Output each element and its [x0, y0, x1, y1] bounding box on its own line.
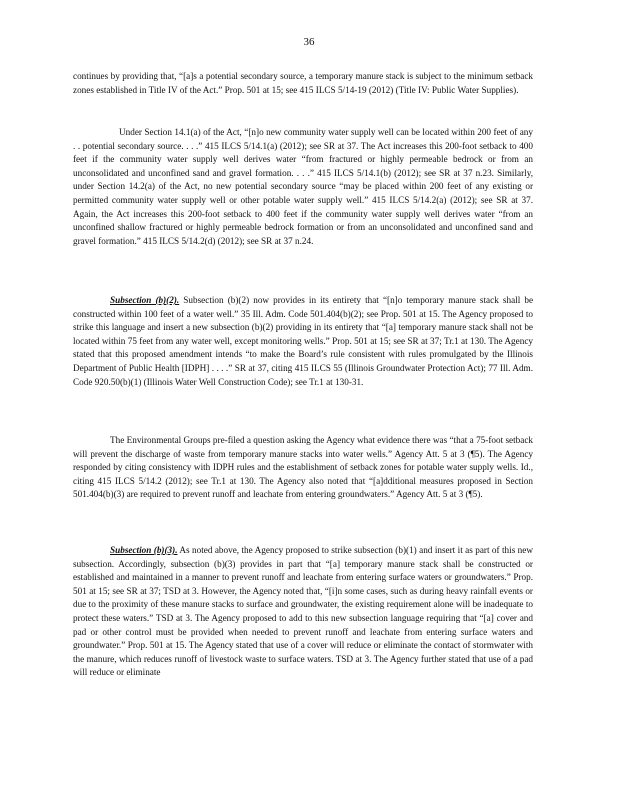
- paragraph-section-14-1: [73, 126, 533, 248]
- paragraph-text: continues by providing that, “[a]s a potential secondary source, a temporary manure stack is subject to the minimum setback zones established in Title IV of the Act.” Prop. 501 at 15; see 415 ILCS 5/14-19 (2012) (Title IV: Public Water Supplies).: [73, 71, 533, 95]
- paragraph-text: Subsection (b)(2) now provides in its entirety that “[n]o temporary manure stack shall be constructed within 100 feet of a water well.” 35 Ill. Adm. Code 501.404(b)(2); see Prop. 501 at 15. The Agency proposed to strike this language and insert a new subsection (b)(2) providing in its entirety that “[a] temporary manure stack shall not be located within 75 feet from any water well, except monitoring wells.” Prop. 501 at 15; see SR at 37; Tr.1 at 130. The Agency stated that this proposed amendment intends “to make the Board’s rule consistent with rules promulgated by the Illinois Department of Public Health [IDPH] . . . .” SR at 37, citing 415 ILCS 55 (Illinois Groundwater Protection Act); 77 Ill. Adm. Code 920.50(b)(1) (Illinois Water Well Construction Code); see Tr.1 at 130-31.: [73, 295, 534, 387]
- paragraph-continuation: [73, 70, 533, 97]
- paragraph-text: The Environmental Groups pre-filed a question asking the Agency what evidence there was “that a 75-foot setback will prevent the discharge of waste from temporary manure stacks into water wells.” Agency Att. 5 at 3 (¶5). The Agency responded by citing consistency with IDPH rules and the establishment of setback zones for potable water supply wells. Id., citing 415 ILCS 5/14.2 (2012); see Tr.1 at 130. The Agency also noted that “[a]dditional measures proposed in Section 501.404(b)(3) are required to prevent runoff and leachate from entering groundwaters.” Agency Att. 5 at 3 (¶5).: [73, 435, 533, 500]
- paragraph-environmental-groups: [73, 434, 533, 502]
- paragraph-text: Under Section 14.1(a) of the Act, “[n]o new community water supply well can be located within 200 feet of any . . potential secondary source. . . .” 415 ILCS 5/14.1(a) (2012); see SR at 37. The Act increases this 200-foot setback to 400 feet if the community water supply well derives water “from fractured or highly permeable bedrock or from an unconsolidated and unconfined sand and gravel formation. . . .” 415 ILCS 5/14.1(b) (2012); see SR at 37 n.23. Similarly, under Section 14.2(a) of the Act, no new potential secondary source “may be placed within 200 feet of any existing or permitted community water supply well or other potable water supply well.” 415 ILCS 5/14.2(a) (2012); see SR at 37. Again, the Act increases this 200-foot setback to 400 feet if the community water supply well derives water “from an unconfined shallow fractured or highly permeable bedrock formation or from an unconsolidated and unconfined sand and gravel formation.” 415 ILCS 5/14.2(d) (2012); see SR at 37 n.24.: [73, 127, 533, 246]
- paragraph-subsection-b3: [73, 544, 533, 680]
- subsection-heading: Subsection (b)(2).: [110, 295, 180, 305]
- paragraph-text: As noted above, the Agency proposed to strike subsection (b)(1) and insert it as part of this new subsection. Accordingly, subsection (b)(3) provides in part that “[a] temporary manure stack shall be constructed or established and maintained in a manner to prevent runoff and leachate from entering surface waters or groundwaters.” Prop. 501 at 15; see SR at 37; TSD at 3. However, the Agency noted that, “[i]n some cases, such as during heavy rainfall events or due to the proximity of these manure stacks to surface and groundwater, the existing requirement alone will be inadequate to protect these waters.” TSD at 3. The Agency proposed to add to this new subsection language requiring that “[a] cover and pad or other control must be provided when needed to prevent runoff and leachate from entering surface waters and groundwater.” Prop. 501 at 15. The Agency stated that use of a cover will reduce or eliminate the contact of stormwater with the manure, which reduces runoff of livestock waste to surface waters. TSD at 3. The Agency further stated that use of a pad will reduce or eliminate: [73, 545, 533, 678]
- subsection-heading: Subsection (b)(3).: [110, 545, 178, 555]
- paragraph-subsection-b2: [73, 294, 533, 389]
- page-number: 36: [303, 36, 315, 48]
